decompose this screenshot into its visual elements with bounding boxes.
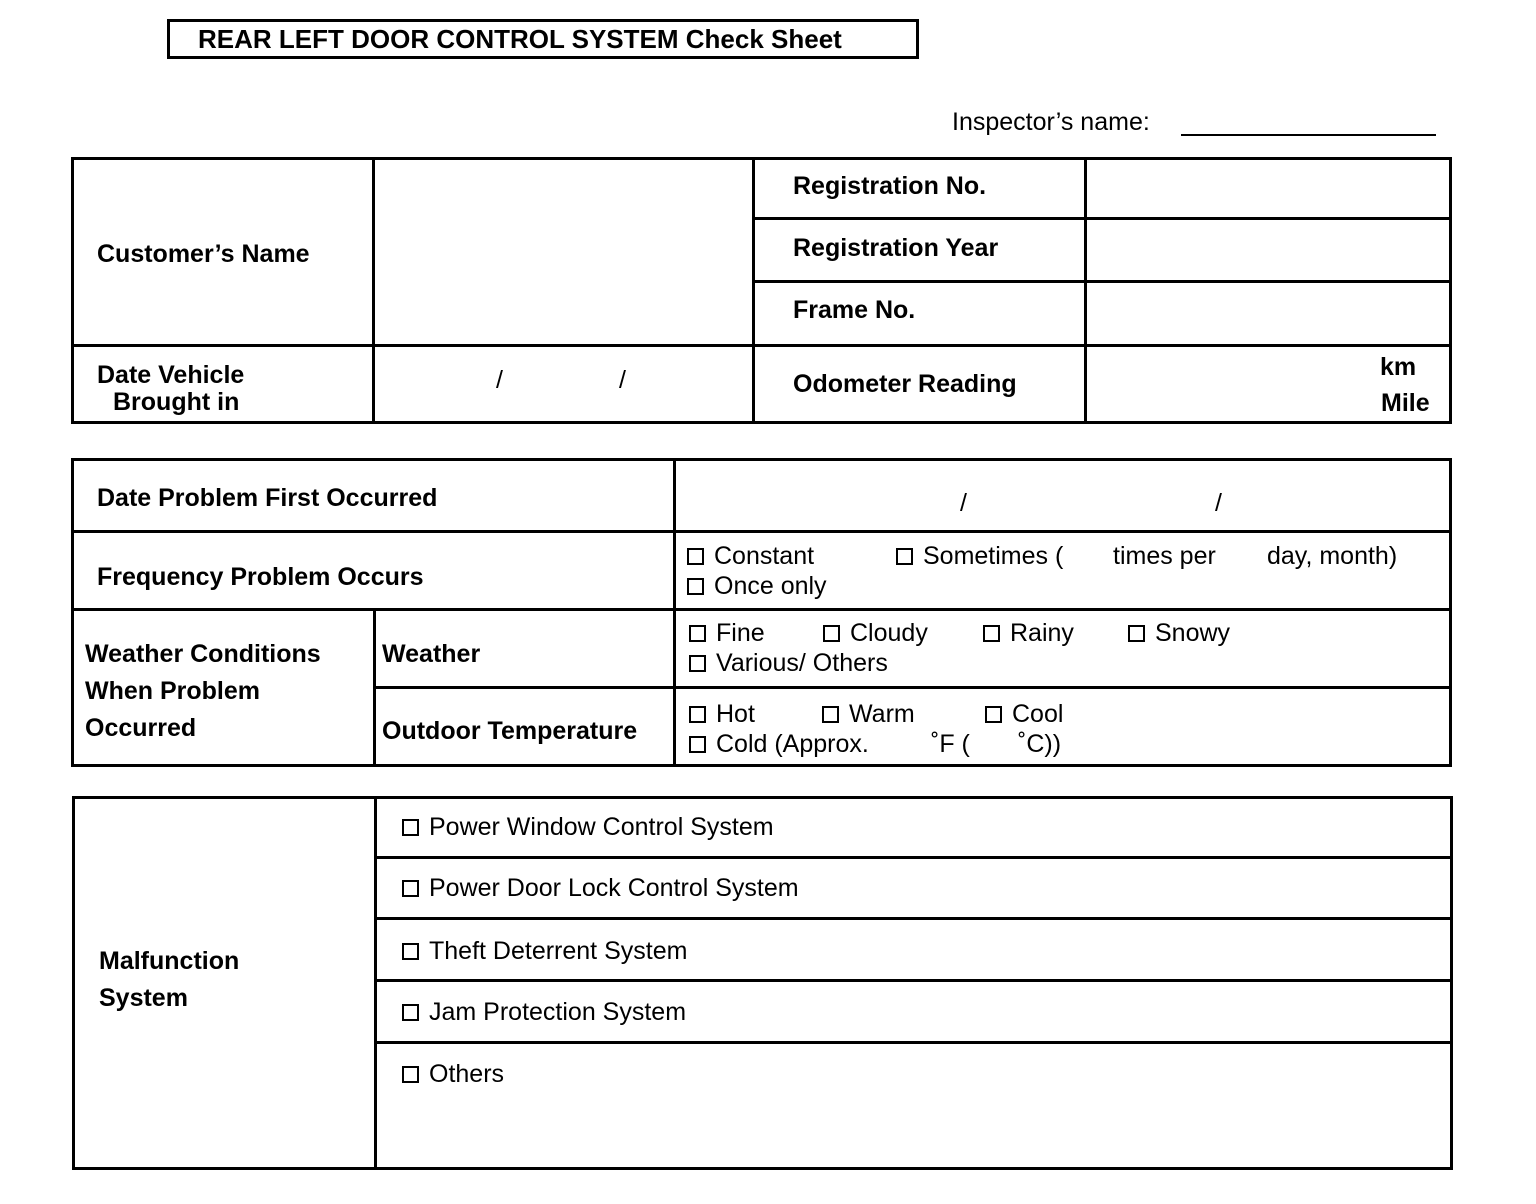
date-brought-sep-2: / <box>619 366 626 394</box>
weather-conditions-label-2: When Problem <box>85 677 261 705</box>
odometer-label: Odometer Reading <box>793 370 1017 398</box>
checkbox-icon[interactable] <box>822 706 839 723</box>
checkbox-icon[interactable] <box>687 578 704 595</box>
freq-once-option[interactable]: Once only <box>687 572 827 600</box>
checkbox-icon[interactable] <box>983 625 1000 642</box>
weather-conditions-label-3: Occurred <box>85 714 197 742</box>
date-first-sep-2: / <box>1215 489 1222 517</box>
date-first-sep-1: / <box>960 489 967 517</box>
checkbox-icon[interactable] <box>402 880 419 897</box>
checkbox-icon[interactable] <box>689 706 706 723</box>
checkbox-icon[interactable] <box>1128 625 1145 642</box>
temp-cold-option[interactable]: Cold (Approx. <box>689 730 869 758</box>
registration-year-field[interactable] <box>1088 221 1447 279</box>
malfunction-option-theft-deterrent[interactable]: Theft Deterrent System <box>402 937 687 965</box>
unit-mile: Mile <box>1381 389 1430 417</box>
date-brought-field[interactable] <box>376 348 750 420</box>
temp-cool-option[interactable]: Cool <box>985 700 1063 728</box>
weather-label: Weather <box>382 640 481 668</box>
frame-no-label: Frame No. <box>793 296 916 324</box>
odometer-field[interactable] <box>1088 348 1368 420</box>
customer-name-label: Customer’s Name <box>97 240 310 268</box>
checkbox-icon[interactable] <box>402 819 419 836</box>
checkbox-icon[interactable] <box>402 1004 419 1021</box>
registration-year-label: Registration Year <box>793 234 999 262</box>
freq-day-month-text: day, month) <box>1267 542 1398 570</box>
inspector-label: Inspector’s name: <box>952 108 1150 136</box>
unit-km: km <box>1380 353 1417 381</box>
date-first-occurred-field[interactable] <box>677 462 1447 529</box>
customer-name-field[interactable] <box>376 161 750 343</box>
sheet-title: REAR LEFT DOOR CONTROL SYSTEM Check Sheet <box>167 19 919 59</box>
malfunction-option-jam-protection[interactable]: Jam Protection System <box>402 998 686 1026</box>
checkbox-icon[interactable] <box>689 655 706 672</box>
weather-cloudy-option[interactable]: Cloudy <box>823 619 928 647</box>
temp-celsius-text: ˚C)) <box>1018 730 1062 758</box>
malfunction-label-2: System <box>99 984 188 1012</box>
freq-times-per-text: times per <box>1113 542 1216 570</box>
date-brought-sep-1: / <box>496 366 503 394</box>
weather-conditions-label-1: Weather Conditions <box>85 640 321 668</box>
date-brought-label-1: Date Vehicle <box>97 361 245 389</box>
malfunction-option-power-door-lock[interactable]: Power Door Lock Control System <box>402 874 799 902</box>
checkbox-icon[interactable] <box>402 1066 419 1083</box>
checkbox-icon[interactable] <box>689 625 706 642</box>
temp-hot-option[interactable]: Hot <box>689 700 755 728</box>
checkbox-icon[interactable] <box>689 736 706 753</box>
freq-constant-option[interactable]: Constant <box>687 542 814 570</box>
checkbox-icon[interactable] <box>687 548 704 565</box>
weather-fine-option[interactable]: Fine <box>689 619 765 647</box>
checkbox-icon[interactable] <box>823 625 840 642</box>
weather-various-option[interactable]: Various/ Others <box>689 649 888 677</box>
frame-no-field[interactable] <box>1088 284 1447 343</box>
freq-sometimes-option[interactable]: Sometimes ( <box>896 542 1063 570</box>
weather-snowy-option[interactable]: Snowy <box>1128 619 1230 647</box>
registration-no-field[interactable] <box>1088 161 1447 216</box>
inspector-name-field[interactable] <box>1181 134 1436 136</box>
malfunction-option-power-window[interactable]: Power Window Control System <box>402 813 774 841</box>
checkbox-icon[interactable] <box>985 706 1002 723</box>
date-first-occurred-label: Date Problem First Occurred <box>97 484 438 512</box>
malfunction-option-others[interactable]: Others <box>402 1060 504 1088</box>
registration-no-label: Registration No. <box>793 172 987 200</box>
malfunction-label-1: Malfunction <box>99 947 240 975</box>
date-brought-label-2: Brought in <box>113 388 240 416</box>
temp-fahrenheit-text: ˚F ( <box>931 730 970 758</box>
weather-rainy-option[interactable]: Rainy <box>983 619 1074 647</box>
checkbox-icon[interactable] <box>896 548 913 565</box>
checkbox-icon[interactable] <box>402 943 419 960</box>
temp-warm-option[interactable]: Warm <box>822 700 915 728</box>
outdoor-temperature-label: Outdoor Temperature <box>382 717 638 745</box>
frequency-label: Frequency Problem Occurs <box>97 563 424 591</box>
